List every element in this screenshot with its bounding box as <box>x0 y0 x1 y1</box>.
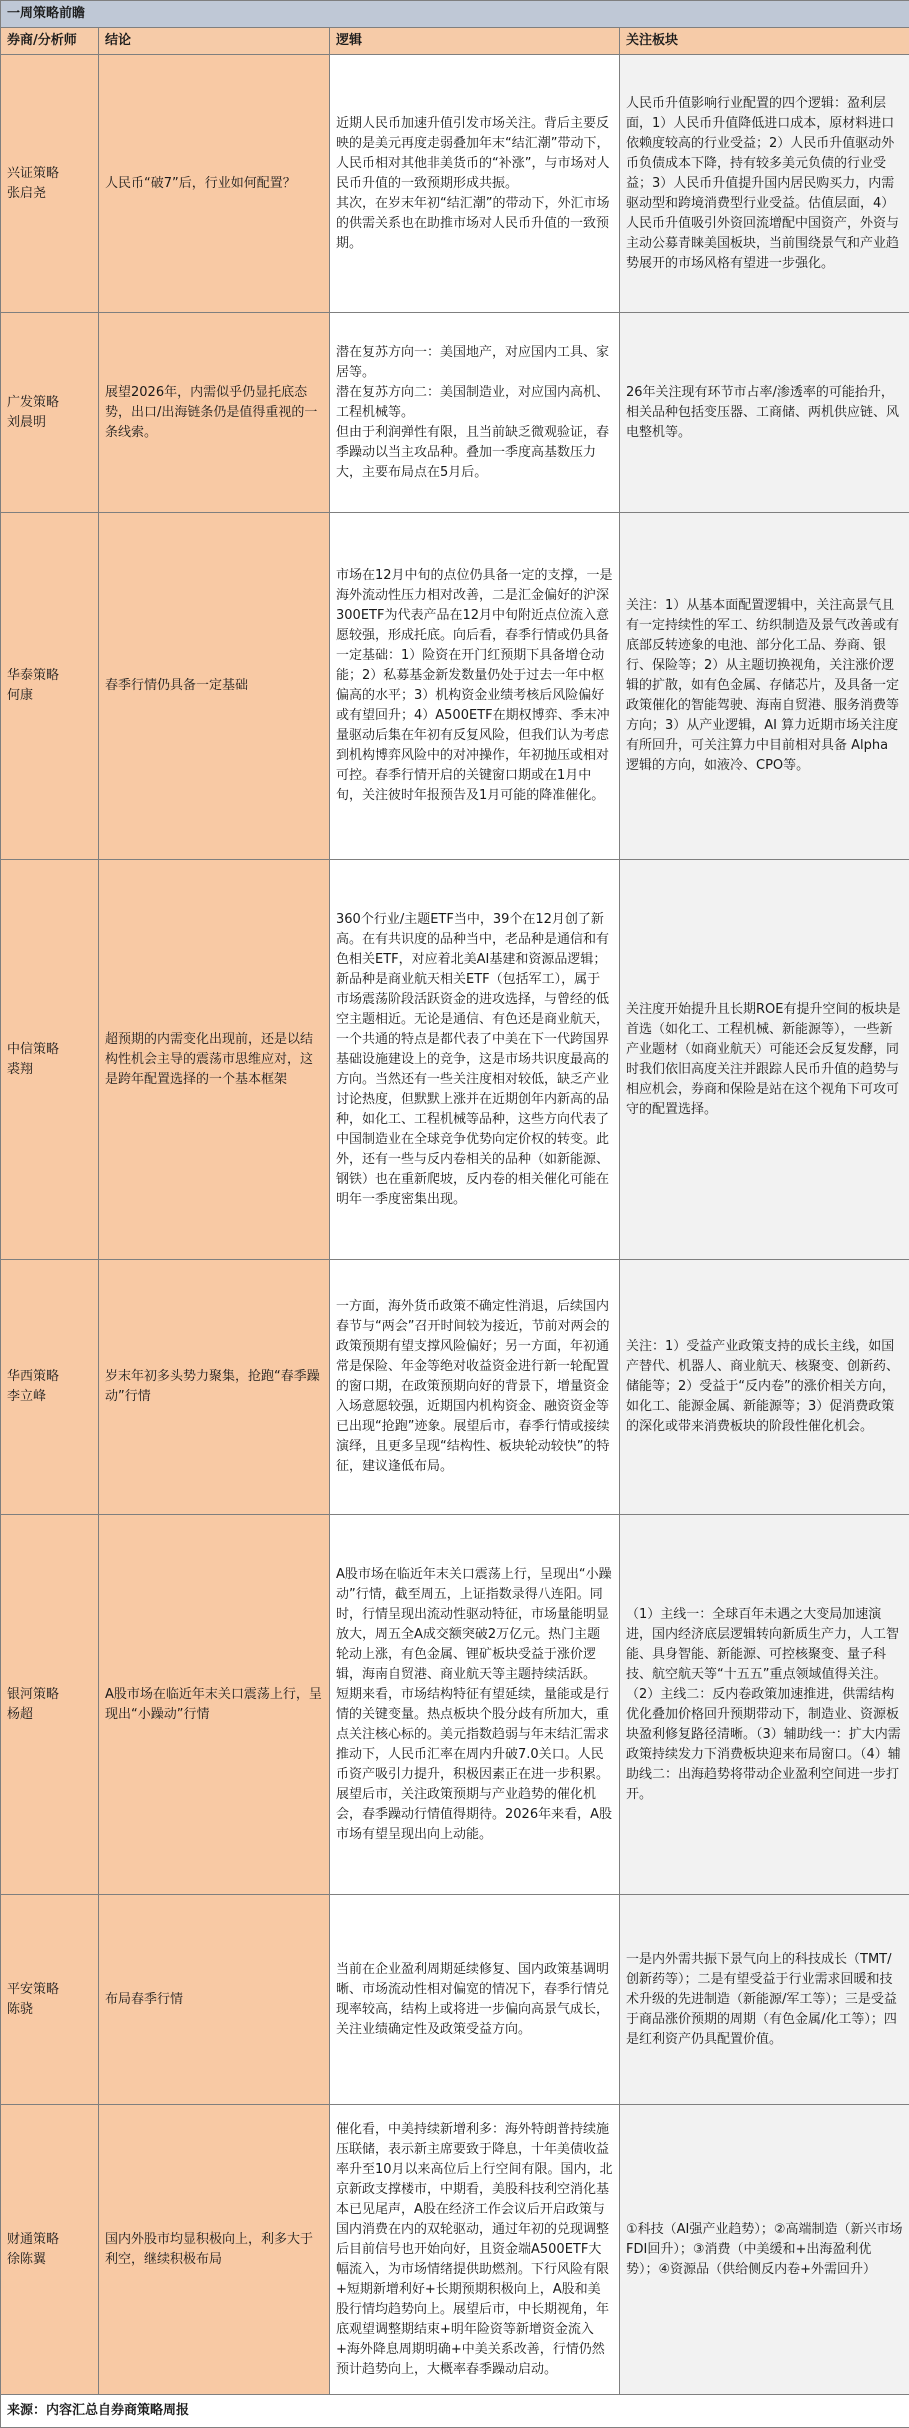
broker-name: 银河策略 <box>7 1685 92 1705</box>
analyst-name: 杨超 <box>7 1705 92 1725</box>
broker-name: 华西策略 <box>7 1367 92 1387</box>
logic-cell: A股市场在临近年末关口震荡上行，呈现出“小躁动”行情，截至周五，上证指数录得八连阳。同时，行情呈现出流动性驱动特征，市场量能明显放大，周五全A成交额突破2万亿元。热门主题轮动上涨，有色金属、锂矿板块受益于涨价逻辑，海南自贸港、商业航天等主题持续活跃。 短期来看，市场结构特征有望延续，量能或是行情的关键变量。热点板块个股分歧有所加大，重点关注核心标的。美元指数趋弱与年末结汇需求推动下，人民币汇率在周内升破7.0关口。人民币资产吸引力提升，积极因素正在进一步积累。展望后市，关注政策预期与产业趋势的催化机会，春季躁动行情值得期待。2026年来看，A股市场有望呈现出向上动能。 <box>330 1515 620 1895</box>
analyst-name: 刘晨明 <box>7 413 92 433</box>
broker-cell <box>1 1260 99 1515</box>
conclusion-cell: 布局春季行情 <box>99 1895 330 2105</box>
conclusion-cell: 岁末年初多头势力聚集，抢跑“春季躁动”行情 <box>99 1260 330 1515</box>
analyst-name: 何康 <box>7 686 92 706</box>
table-row <box>1 513 909 860</box>
broker-cell <box>1 55 99 313</box>
table-row <box>1 1515 909 1895</box>
logic-cell: 360个行业/主题ETF当中，39个在12月创了新高。在有共识度的品种当中，老品种是通信和有色相关ETF，对应着北美AI基建和资源品逻辑；新品种是商业航天相关ETF（包括军工），属于市场震荡阶段活跃资金的进攻选择，与曾经的低空主题相近。无论是通信、有色还是商业航天，一个共通的特点是都代表了中美在下一代跨国界基础设施建设上的竞争，这是市场共识度最高的方向。当然还有一些关注度相对较低，缺乏产业讨论热度，但默默上涨并在近期创年内新高的品种，如化工、工程机械等品种，这些方向代表了中国制造业在全球竞争优势向定价权的转变。此外，还有一些与反内卷相关的品种（如新能源、钢铁）也在重新爬坡，反内卷的相关催化可能在明年一季度密集出现。 <box>330 860 620 1260</box>
table-title-row <box>1 1 909 28</box>
analyst-name: 陈骁 <box>7 2000 92 2020</box>
conclusion-cell: 国内外股市均显积极向上，利多大于利空，继续积极布局 <box>99 2105 330 2395</box>
broker-cell <box>1 860 99 1260</box>
header-conclusion: 结论 <box>99 28 330 55</box>
logic-cell: 近期人民币加速升值引发市场关注。背后主要反映的是美元再度走弱叠加年末“结汇潮”带动下，人民币相对其他非美货币的“补涨”，与市场对人民币升值的一致预期形成共振。 其次，在岁末年初“结汇潮”的带动下，外汇市场的供需关系也在助推市场对人民币升值的一致预期。 <box>330 55 620 313</box>
header-sectors: 关注板块 <box>620 28 909 55</box>
broker-cell <box>1 1895 99 2105</box>
header-logic: 逻辑 <box>330 28 620 55</box>
sectors-cell: 关注：1）受益产业政策支持的成长主线，如国产替代、机器人、商业航天、核聚变、创新药、储能等；2）受益于“反内卷”的涨价相关方向，如化工、能源金属、新能源等；3）促消费政策的深化或带来消费板块的阶段性催化机会。 <box>620 1260 909 1515</box>
table-header-row <box>1 28 909 55</box>
logic-cell: 潜在复苏方向一：美国地产，对应国内工具、家居等。 潜在复苏方向二：美国制造业，对应国内高机、工程机械等。 但由于利润弹性有限，且当前缺乏微观验证，春季躁动以当主攻品种。叠加一季度高基数压力大，主要布局点在5月后。 <box>330 313 620 513</box>
logic-cell: 市场在12月中旬的点位仍具备一定的支撑，一是海外流动性压力相对改善，二是汇金偏好的沪深300ETF为代表产品在12月中旬附近点位流入意愿较强，形成托底。向后看，春季行情或仍具备一定基础：1）险资在开门红预期下具备增仓动能；2）私募基金新发数量仍处于过去一年中枢偏高的水平；3）机构资金业绩考核后风险偏好或有望回升；4）A500ETF在期权博弈、季末冲量驱动后集在年初有反复风险，但我们认为考虑到机构博弈风险中的对冲操作，年初抛压或相对可控。春季行情开启的关键窗口期或在1月中旬，关注彼时年报预告及1月可能的降准催化。 <box>330 513 620 860</box>
conclusion-cell: A股市场在临近年末关口震荡上行，呈现出“小躁动”行情 <box>99 1515 330 1895</box>
broker-name: 华泰策略 <box>7 666 92 686</box>
conclusion-cell: 春季行情仍具备一定基础 <box>99 513 330 860</box>
broker-name: 广发策略 <box>7 393 92 413</box>
sectors-cell: （1）主线一：全球百年未遇之大变局加速演进，国内经济底层逻辑转向新质生产力，人工智能、具身智能、新能源、可控核聚变、量子科技、航空航天等“十五五”重点领域值得关注。（2）主线二：反内卷政策加速推进，供需结构优化叠加价格回升预期带动下，制造业、资源板块盈利修复路径清晰。（3）辅助线一：扩大内需政策持续发力下消费板块迎来布局窗口。（4）辅助线二：出海趋势将带动企业盈利空间进一步打开。 <box>620 1515 909 1895</box>
broker-cell <box>1 513 99 860</box>
broker-cell <box>1 1515 99 1895</box>
broker-name: 财通策略 <box>7 2230 92 2250</box>
sectors-cell: ①科技（AI强产业趋势）；②高端制造（新兴市场FDI回升）；③消费（中美缓和+出海盈利优势）；④资源品（供给侧反内卷+外需回升） <box>620 2105 909 2395</box>
sectors-cell: 26年关注现有环节市占率/渗透率的可能抬升，相关品种包括变压器、工商储、两机供应链、风电整机等。 <box>620 313 909 513</box>
conclusion-cell: 展望2026年，内需似乎仍显托底态势，出口/出海链条仍是值得重视的一条线索。 <box>99 313 330 513</box>
logic-cell: 催化看，中美持续新增利多：海外特朗普持续施压联储，表示新主席要致于降息，十年美债收益率升至10月以来高位后上行空间有限。国内，北京新政支撑楼市，中期看，美股科技利空消化基本已见尾声，A股在经济工作会议后开启政策与国内消费在内的双轮驱动，通过年初的兑现调整后目前信号也开始向好，且资金端A500ETF大幅流入，为市场情绪提供助燃剂。下行风险有限+短期新增利好+长期预期积极向上，A股和美股行情均趋势向上。展望后市，中长期视角，年底观望调整期结束+明年险资等新增资金流入+海外降息周期明确+中美关系改善，行情仍然预计趋势向上，大概率春季躁动启动。 <box>330 2105 620 2395</box>
source-note: 来源：内容汇总自券商策略周报 <box>1 2395 909 2428</box>
analyst-name: 李立峰 <box>7 1387 92 1407</box>
conclusion-cell: 超预期的内需变化出现前，还是以结构性机会主导的震荡市思维应对，这是跨年配置选择的一个基本框架 <box>99 860 330 1260</box>
source-row <box>1 2395 909 2428</box>
broker-name: 兴证策略 <box>7 164 92 184</box>
analyst-name: 裘翔 <box>7 1060 92 1080</box>
table-row <box>1 55 909 313</box>
sectors-cell: 一是内外需共振下景气向上的科技成长（TMT/创新药等）；二是有望受益于行业需求回暖和技术升级的先进制造（新能源/军工等）；三是受益于商品涨价预期的周期（有色金属/化工等）；四是红利资产仍具配置价值。 <box>620 1895 909 2105</box>
logic-cell: 当前在企业盈利周期延续修复、国内政策基调明晰、市场流动性相对偏宽的情况下，春季行情兑现率较高，结构上或将进一步偏向高景气成长，关注业绩确定性及政策受益方向。 <box>330 1895 620 2105</box>
conclusion-cell: 人民币“破7”后，行业如何配置？ <box>99 55 330 313</box>
analyst-name: 徐陈翼 <box>7 2250 92 2270</box>
sectors-cell: 关注度开始提升且长期ROE有提升空间的板块是首选（如化工、工程机械、新能源等），一些新产业题材（如商业航天）可能还会反复发酵，同时我们依旧高度关注并跟踪人民币升值的趋势与相应机会，券商和保险是站在这个视角下可攻可守的配置选择。 <box>620 860 909 1260</box>
broker-name: 平安策略 <box>7 1980 92 2000</box>
table-row <box>1 2105 909 2395</box>
table-body <box>1 55 909 2395</box>
broker-cell <box>1 313 99 513</box>
broker-name: 中信策略 <box>7 1040 92 1060</box>
broker-cell <box>1 2105 99 2395</box>
analyst-name: 张启尧 <box>7 184 92 204</box>
table-row <box>1 313 909 513</box>
logic-cell: 一方面，海外货币政策不确定性消退，后续国内春节与“两会”召开时间较为接近，节前对两会的政策预期有望支撑风险偏好；另一方面，年初通常是保险、年金等绝对收益资金进行新一轮配置的窗口期，在政策预期向好的背景下，增量资金入场意愿较强，近期国内机构资金、融资资金等已出现“抢跑”迹象。展望后市，春季行情或接续演绎，且更多呈现“结构性、板块轮动较快”的特征，建议逢低布局。 <box>330 1260 620 1515</box>
table-row <box>1 860 909 1260</box>
sectors-cell: 人民币升值影响行业配置的四个逻辑：盈利层面，1）人民币升值降低进口成本，原材料进口依赖度较高的行业受益；2）人民币升值驱动外币负债成本下降，持有较多美元负债的行业受益；3）人民币升值提升国内居民购买力，内需驱动型和跨境消费型行业受益。估值层面，4）人民币升值吸引外资回流增配中国资产，外资与主动公募青睐美国板块，当前围绕景气和产业趋势展开的市场风格有望进一步强化。 <box>620 55 909 313</box>
table-row <box>1 1260 909 1515</box>
header-broker: 券商/分析师 <box>1 28 99 55</box>
sectors-cell: 关注：1）从基本面配置逻辑中，关注高景气且有一定持续性的军工、纺织制造及景气改善或有底部反转迹象的电池、部分化工品、券商、银行、保险等；2）从主题切换视角，关注涨价逻辑的扩散，如有色金属、存储芯片，及具备一定政策催化的智能驾驶、海南自贸港、服务消费等方向；3）从产业逻辑，AI 算力近期市场关注度有所回升，可关注算力中目前相对具备 Alpha 逻辑的方向，如液冷、CPO等。 <box>620 513 909 860</box>
table-row <box>1 1895 909 2105</box>
table-title: 一周策略前瞻 <box>1 1 909 28</box>
